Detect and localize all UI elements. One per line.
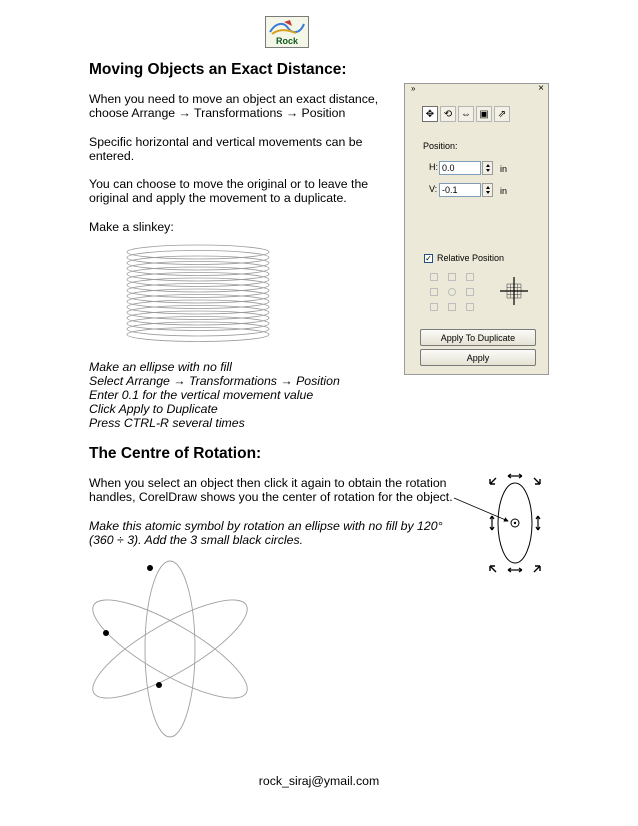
paragraph-line: handles, CorelDraw shows you the center of rotation for the object. [89, 490, 453, 504]
anchor-bottom-left[interactable] [430, 303, 438, 311]
size-tab-button[interactable]: ▣ [476, 106, 492, 122]
v-position-input[interactable]: -0.1 [439, 183, 481, 197]
paragraph-line: Make this atomic symbol by rotation an ellipse with no fill by 120° [89, 519, 443, 533]
paragraph-line: Make a slinkey: [89, 220, 174, 234]
slinkey-ring [127, 306, 269, 320]
logo-text: Rock [275, 36, 298, 46]
paragraph-line: original and apply the movement to a duplicate. [89, 191, 347, 205]
step-line: Click Apply to Duplicate [89, 402, 218, 416]
anchor-bottom-center[interactable] [448, 303, 456, 311]
paragraph-line: entered. [89, 149, 135, 163]
electron-dot [156, 682, 162, 688]
slinkey-ring [127, 317, 269, 331]
h-label: H: [429, 162, 438, 172]
slinkey-ring [127, 300, 269, 314]
anchor-top-right[interactable] [466, 273, 474, 281]
slinkey-ring [127, 256, 269, 270]
electron-dot [147, 565, 153, 571]
slinkey-ring [127, 251, 269, 265]
footer-email: rock_siraj@ymail.com [258, 774, 380, 788]
slinkey-ring [127, 262, 269, 276]
electron-dot [103, 630, 109, 636]
step-line: Make an ellipse with no fill [89, 360, 232, 374]
section-title-moving-objects: Moving Objects an Exact Distance: [89, 61, 347, 78]
position-label: Position: [423, 141, 458, 151]
step-line: Select Arrange → Transformations → Position [89, 374, 340, 388]
paragraph-line: (360 ÷ 3). Add the 3 small black circles. [89, 533, 304, 547]
apply-button[interactable]: Apply [420, 349, 536, 366]
v-label: V: [429, 184, 438, 194]
h-unit: in [500, 164, 508, 174]
rotate-tab-button[interactable]: ⟲ [440, 106, 456, 122]
anchor-top-left[interactable] [430, 273, 438, 281]
v-spinner[interactable] [482, 183, 493, 197]
slinkey-ring [127, 278, 269, 292]
step-line: Press CTRL-R several times [89, 416, 245, 430]
slinkey-ring [127, 284, 269, 298]
slinkey-ring [127, 289, 269, 303]
paragraph-line: When you select an object then click it again to obtain the rotation [89, 476, 447, 490]
anchor-center[interactable] [448, 288, 456, 296]
relative-position-checkbox[interactable]: ✓ [425, 254, 432, 263]
paragraph-line: Specific horizontal and vertical movements can be [89, 135, 363, 149]
apply-to-duplicate-button[interactable]: Apply To Duplicate [420, 329, 536, 346]
position-grid-icon [499, 276, 529, 306]
anchor-bottom-right[interactable] [466, 303, 474, 311]
paragraph-line: You can choose to move the original or to leave the [89, 177, 369, 191]
slinkey-ring [127, 273, 269, 287]
anchor-middle-left[interactable] [430, 288, 438, 296]
position-tab-button[interactable]: ✥ [422, 106, 438, 122]
rock-logo [265, 16, 309, 48]
h-spinner[interactable] [482, 161, 493, 175]
logo-graphic-icon [266, 18, 308, 38]
paragraph-line: choose Arrange → Transformations → Position [89, 106, 346, 120]
section-title-centre-of-rotation: The Centre of Rotation: [89, 445, 262, 462]
slinkey-ring [127, 311, 269, 325]
anchor-top-center[interactable] [448, 273, 456, 281]
step-line: Enter 0.1 for the vertical movement value [89, 388, 314, 402]
atomic-symbol-illustration [86, 556, 256, 742]
skew-tab-button[interactable]: ⇗ [494, 106, 510, 122]
v-unit: in [500, 186, 508, 196]
slinkey-ring [127, 328, 269, 342]
slinkey-ring [127, 267, 269, 281]
close-icon[interactable]: × [538, 83, 544, 94]
transformations-docker [404, 83, 549, 375]
slinkey-ring [127, 322, 269, 336]
expand-arrows-icon[interactable]: » [411, 84, 416, 93]
slinkey-illustration [122, 244, 274, 344]
h-position-input[interactable]: 0.0 [439, 161, 481, 175]
slinkey-ring [127, 295, 269, 309]
scale-tab-button[interactable]: ⇔ [458, 106, 474, 122]
anchor-middle-right[interactable] [466, 288, 474, 296]
docker-titlebar [405, 84, 548, 96]
relative-position-label: Relative Position [437, 253, 505, 263]
slinkey-ring [127, 245, 269, 259]
paragraph-line: When you need to move an object an exact distance, [89, 92, 379, 106]
rotation-handles-illustration [452, 466, 552, 578]
